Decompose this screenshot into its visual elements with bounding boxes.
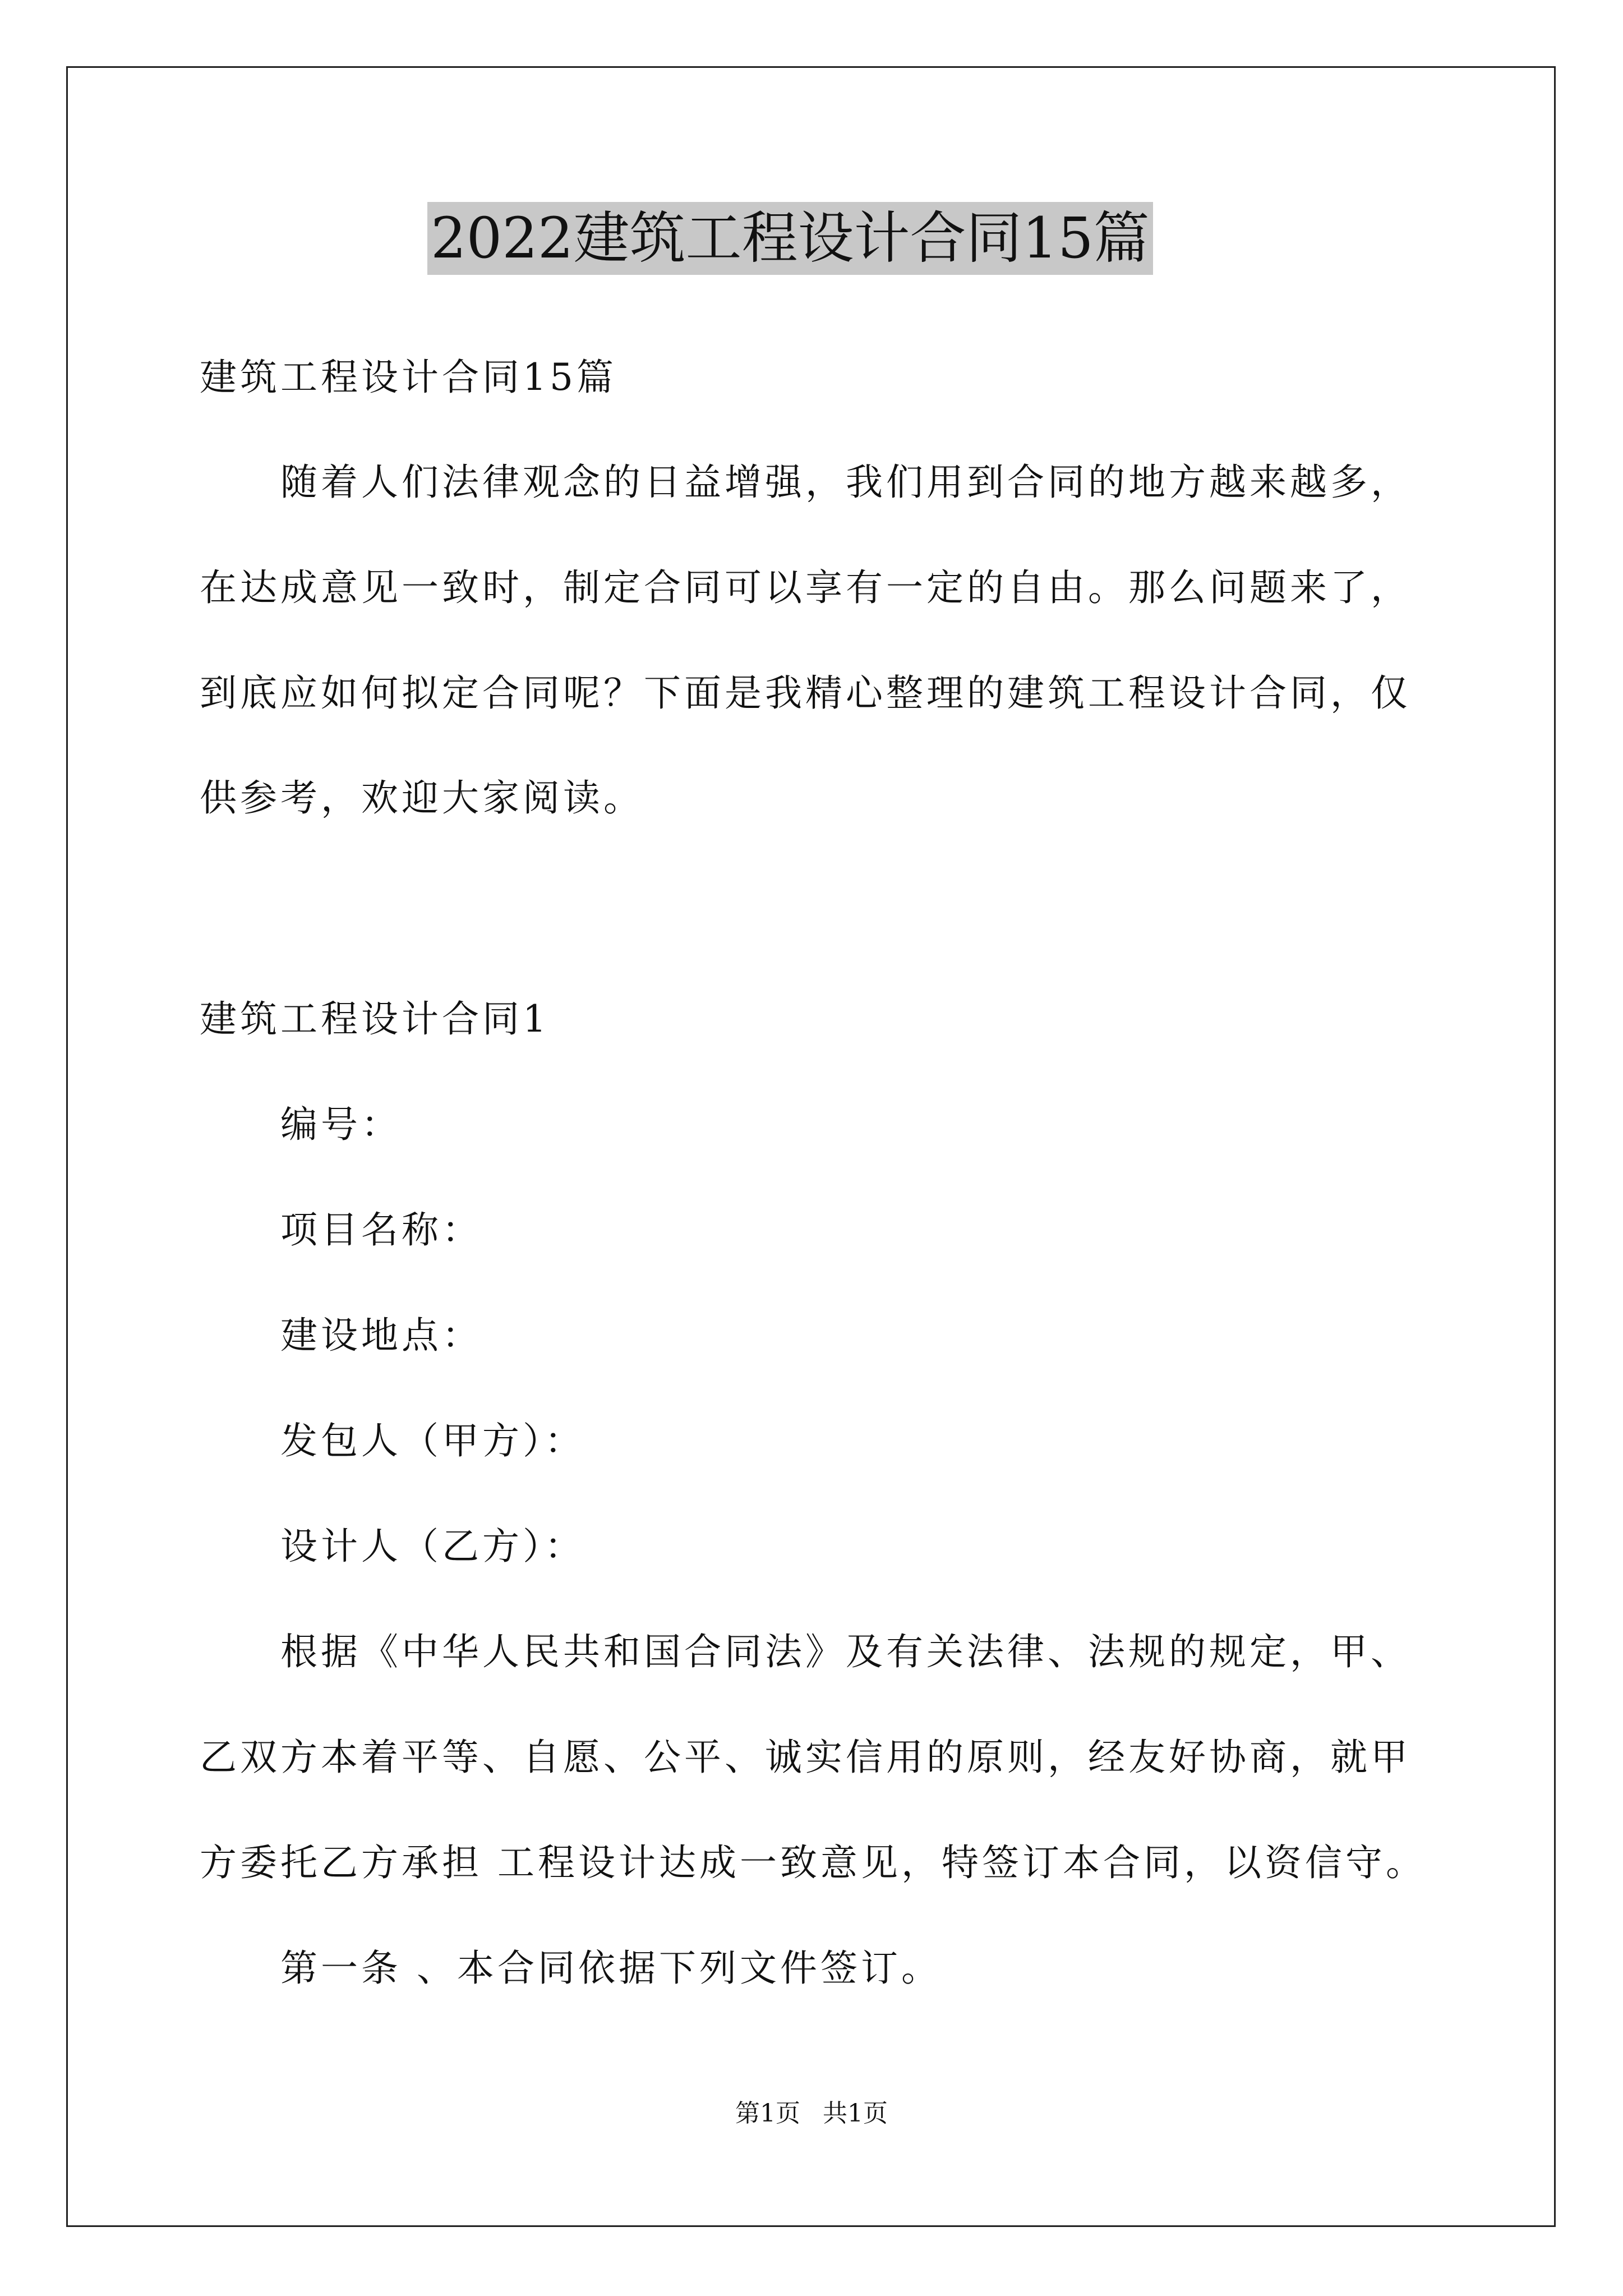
field-site: 建设地点： — [280, 1314, 482, 1357]
body-line-2: 乙双方本着平等、自愿、公平、诚实信用的原则，经友好协商，就甲 — [200, 1736, 1411, 1779]
document-title: 2022建筑工程设计合同15篇 — [427, 202, 1153, 275]
intro-line-1: 随着人们法律观念的日益增强，我们用到合同的地方越来越多， — [280, 461, 1411, 504]
section-heading: 建筑工程设计合同1 — [200, 997, 550, 1041]
field-party-a: 发包人（甲方）： — [280, 1419, 585, 1462]
page-total: 共1页 — [823, 2099, 888, 2128]
document-subtitle: 建筑工程设计合同15篇 — [200, 356, 617, 399]
intro-line-2: 在达成意见一致时，制定合同可以享有一定的自由。那么问题来了， — [200, 566, 1411, 609]
body-line-3: 方委托乙方承担 工程设计达成一致意见，特签订本合同，以资信守。 — [200, 1841, 1426, 1884]
field-number: 编号： — [280, 1103, 402, 1146]
intro-line-3: 到底应如何拟定合同呢？下面是我精心整理的建筑工程设计合同，仅 — [200, 671, 1411, 715]
page-footer — [0, 2097, 1623, 2131]
page-current: 第1页 — [735, 2099, 800, 2128]
field-project-name: 项目名称： — [280, 1208, 482, 1251]
article-1: 第一条 、本合同依据下列文件签订。 — [280, 1947, 942, 1990]
intro-line-4: 供参考，欢迎大家阅读。 — [200, 776, 644, 820]
body-line-1: 根据《中华人民共和国合同法》及有关法律、法规的规定，甲、 — [280, 1630, 1411, 1673]
field-party-b: 设计人（乙方）： — [280, 1525, 585, 1568]
